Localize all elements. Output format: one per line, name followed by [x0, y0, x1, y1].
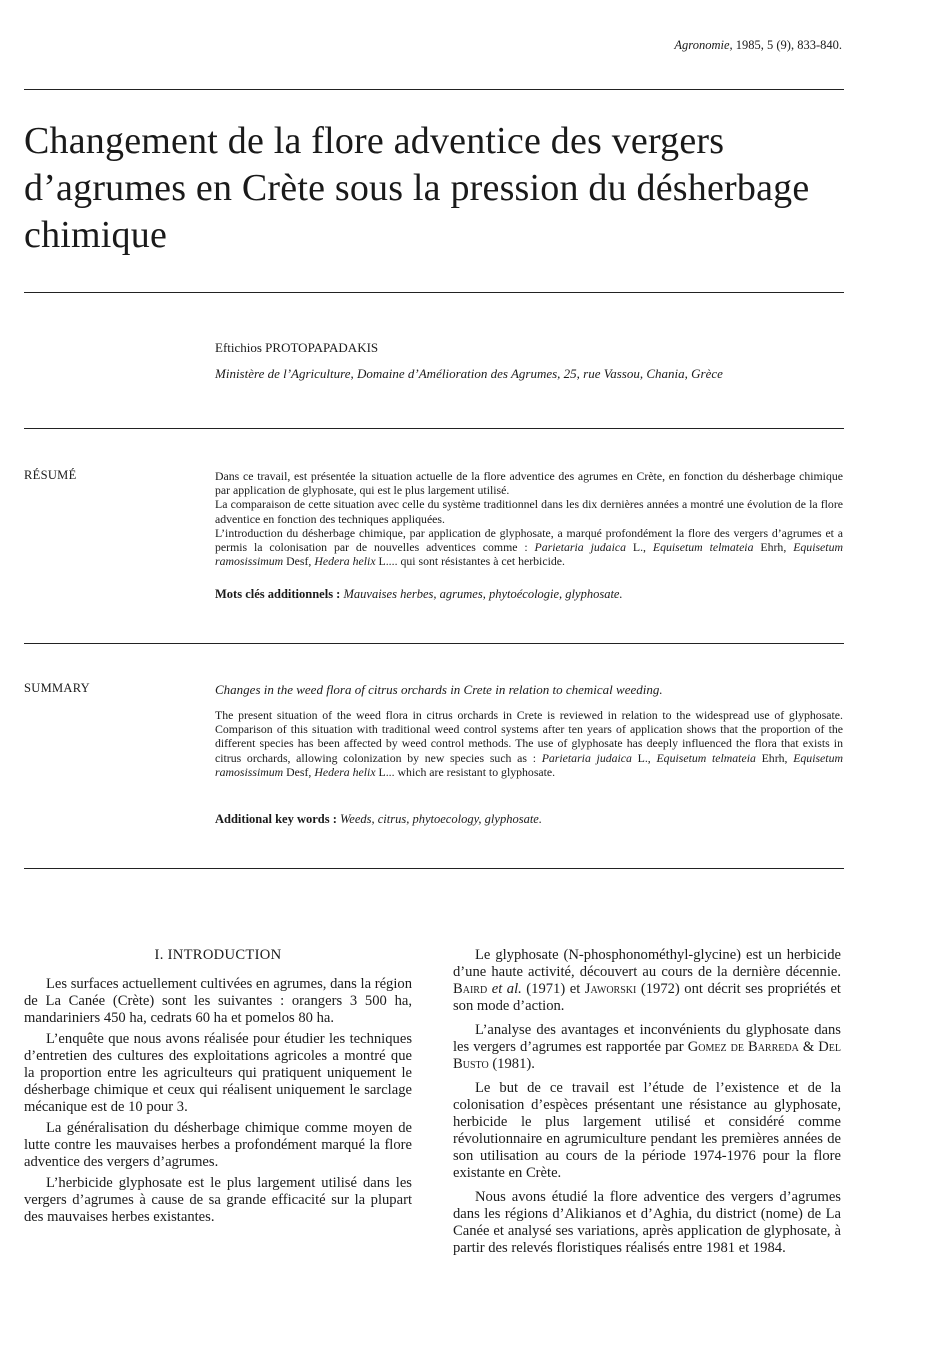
affiliation-rule [24, 428, 844, 429]
species-name: Equisetum ramosissimum [215, 540, 843, 569]
resume-text [215, 469, 843, 568]
keywords-list: Weeds, citrus, phytoecology, glyphosate. [340, 812, 542, 826]
summary-paragraph: The present situation of the weed flora in citrus orchards in Crete is reviewed in relation to the widespread use of glyphosate. Comparison of this situation with traditional weed control systems after ten years of application shows that the proportion of the different species has been affected by weed control methods. The use of glyphosate has deeply influenced the flora that exists in citrus orchards, allowing colonization by new species such as : Parietaria judaica L., Equisetum telmateia Ehrh, Equisetum ramosissimum Desf, Hedera helix L... which are resistant to glyphosate. [215, 708, 843, 779]
species-name: Hedera helix [314, 554, 376, 569]
species-name: Hedera helix [314, 764, 376, 779]
body-paragraph: L’enquête que nous avons réalisée pour étudier les techniques d’entretien des cultures des exploitations agricoles a montré que la proportion entre les agriculteurs qui pratiquent uniquement le désherbage chimique et ceux qui réalisent uniquement le sarclage mécanique est de 10 pour 3. [24, 1031, 412, 1115]
species-name: Equisetum telmateia [652, 540, 754, 555]
author-affiliation: Ministère de l’Agriculture, Domaine d’Amélioration des Agrumes, 25, rue Vassou, Chania, Grèce [215, 366, 723, 381]
resume-label: RÉSUMÉ [24, 468, 77, 482]
resume-paragraph: Dans ce travail, est présentée la situation actuelle de la flore adventice des agrumes en Crète, en fonction du désherbage chimique par application de glyphosate, qui est le plus largement utilisé. [215, 469, 843, 498]
keywords-label: Mots clés additionnels : [215, 587, 341, 601]
summary-keywords [215, 812, 542, 827]
species-name: Equisetum telmateia [656, 750, 756, 765]
article-title: Changement de la flore adventice des vergers d’agrumes en Crète sous la pression du désherbage chimique [24, 120, 810, 256]
keywords-list: Mauvaises herbes, agrumes, phytoécologie, glyphosate. [343, 587, 623, 601]
body-paragraph: L’analyse des avantages et inconvénients du glyphosate dans les vergers d’agrumes est rapportée par Gomez de Barreda & Del Busto (1981). [453, 1022, 842, 1072]
resume-keywords [215, 587, 623, 602]
species-name: Equisetum ramosissimum [215, 750, 843, 779]
summary-rule [24, 868, 844, 869]
resume-rule [24, 643, 844, 644]
body-paragraph: La généralisation du désherbage chimique comme moyen de lutte contre les mauvaises herbes a profondément marqué la flore adventice des vergers d’agrumes. [24, 1120, 412, 1170]
body-paragraph: Le glyphosate (N-phosphonométhyl-glycine) est un herbicide d’une haute activité, découvert au cours de la dernière décennie. Baird et al. (1971) et Jaworski (1972) ont décrit ses propriétés et son mode d’action. [453, 947, 841, 1014]
body-paragraph: Le but de ce travail est l’étude de l’existence et de la colonisation d’espèces présentant une résistance au glyphosate, herbicide le plus largement utilisé et considéré comme révolutionnaire en agrumiculture pendant les premières années de son utilisation au cours de la période 1974-1976 pour la flore existante en Crète. [453, 1080, 841, 1181]
title-rule [24, 292, 844, 293]
volume-pages: 1985, 5 (9), 833-840. [735, 38, 842, 52]
summary-label: SUMMARY [24, 681, 91, 695]
species-name: Parietaria judaica [534, 540, 626, 555]
keywords-label: Additional key words : [215, 812, 337, 826]
resume-paragraph: L’introduction du désherbage chimique, par application de glyphosate, a marqué profondément la flore des vergers d’agrumes et a permis la colonisation par de nouvelles adventices comme : Parietaria judaica L., Equisetum telmateia Ehrh, Equisetum ramosissimum Desf, Hedera helix L.... qui sont résistantes à cet herbicide. [215, 525, 843, 569]
body-paragraph: Nous avons étudié la flore adventice des vergers d’agrumes dans les régions d’Alikianos et d’Aghia, du district (nome) de La Canée et analysé ses variations, après application de glyphosate, à partir des relevés floristiques réalisés entre 1981 et 1984. [453, 1189, 841, 1256]
journal-name: Agronomie, [674, 38, 733, 52]
cited-author: Gomez de Barreda & Del Busto [453, 1039, 842, 1072]
body-column-left [24, 947, 412, 1230]
species-name: Parietaria judaica [541, 750, 632, 765]
header-rule [24, 89, 844, 90]
summary-title: Changes in the weed flora of citrus orchards in Crete in relation to chemical weeding. [215, 682, 663, 697]
cited-author: Jaworski [584, 981, 637, 997]
section-heading: I. INTRODUCTION [154, 947, 282, 963]
author-name: Eftichios PROTOPAPADAKIS [215, 340, 379, 355]
body-paragraph: L’herbicide glyphosate est le plus largement utilisé dans les vergers d’agrumes à cause de sa grande efficacité sur la plupart des mauvaises herbes existantes. [24, 1175, 412, 1225]
resume-paragraph: La comparaison de cette situation avec celle du système traditionnel dans les dix dernières années a montré une évolution de la flore adventice en fonction des techniques appliquées. [215, 497, 843, 526]
cited-author: Baird [453, 981, 488, 997]
summary-text [215, 708, 843, 779]
body-paragraph: Les surfaces actuellement cultivées en agrumes, dans la région de La Canée (Crète) sont les suivantes : orangers 3 500 ha, mandariniers 450 ha, cedrats 60 ha et pomelos 80 ha. [24, 976, 412, 1026]
journal-citation [674, 38, 842, 53]
body-column-right [453, 947, 841, 1261]
